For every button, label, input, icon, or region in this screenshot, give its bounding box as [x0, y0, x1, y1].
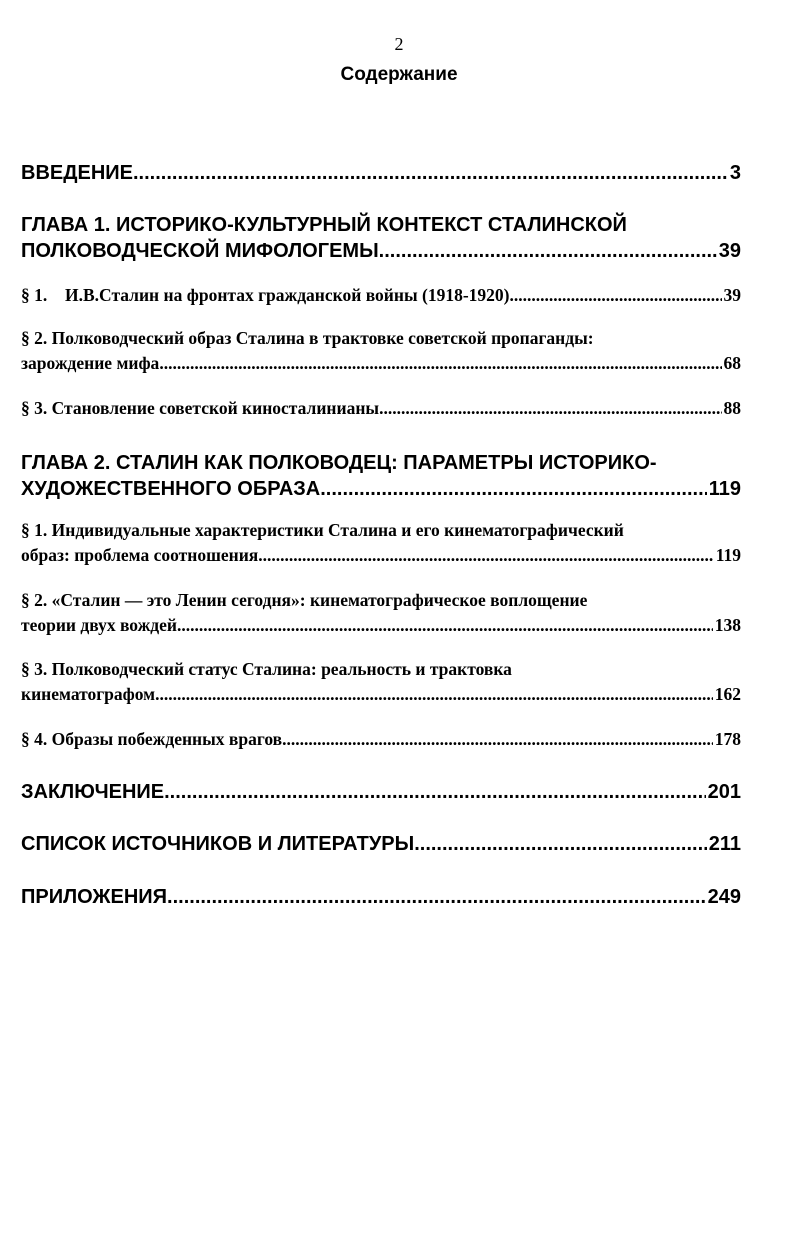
toc-entry-title: § 4. Образы побежденных врагов: [21, 729, 283, 749]
toc-entry-title-line: зарождение мифа: [21, 353, 160, 373]
section-number: § 1.: [21, 285, 48, 305]
toc-entry-title: ВВЕДЕНИЕ: [21, 162, 133, 184]
toc-entry-chapter-1-section-1[interactable]: [21, 283, 741, 308]
toc-entry-title-line: § 3. Полководческий статус Сталина: реальность и трактовка: [21, 659, 512, 679]
page-title: Содержание: [340, 64, 458, 85]
dot-leader: [379, 396, 721, 421]
toc-page-number: 3: [729, 162, 741, 184]
toc-page-number: 119: [708, 478, 741, 500]
toc-entry-appendices[interactable]: [21, 884, 741, 910]
toc-entry-title-line: ГЛАВА 1. ИСТОРИКО-КУЛЬТУРНЫЙ КОНТЕКСТ СТАЛИНСКОЙ: [21, 214, 627, 236]
toc-entry-title-line: § 2. Полководческий образ Сталина в трактовке советской пропаганды:: [21, 328, 594, 348]
toc-page-number: 39: [718, 240, 741, 262]
toc-entry-title: СПИСОК ИСТОЧНИКОВ И ЛИТЕРАТУРЫ: [21, 833, 415, 855]
dot-leader: [167, 884, 706, 910]
toc-entry-intro[interactable]: [21, 160, 741, 186]
toc-entry-chapter-2-section-2[interactable]: [21, 588, 741, 638]
toc-page-number: 201: [707, 781, 741, 803]
toc-entry-title-line: § 2. «Сталин — это Ленин сегодня»: кинематографическое воплощение: [21, 590, 588, 610]
dot-leader: [155, 682, 713, 707]
dot-leader: [177, 613, 713, 638]
toc-entry-title-line: образ: проблема соотношения: [21, 545, 259, 565]
toc-page-number: 68: [723, 353, 741, 373]
toc-page-number: 119: [715, 545, 741, 565]
dot-leader: [133, 160, 728, 186]
toc-entry-chapter-2[interactable]: [21, 450, 741, 502]
toc-entry-title-line: ХУДОЖЕСТВЕННОГО ОБРАЗА: [21, 478, 321, 500]
toc-entry-chapter-2-section-1[interactable]: [21, 518, 741, 568]
toc-entry-title: И.В.Сталин на фронтах гражданской войны (1918-1920): [65, 285, 510, 305]
toc-entry-chapter-2-section-4[interactable]: [21, 727, 741, 752]
toc-page-number: 39: [723, 285, 741, 305]
toc-page-number: 162: [714, 684, 741, 704]
toc-entry-chapter-1-section-2[interactable]: [21, 326, 741, 376]
toc-page-number: 249: [707, 886, 741, 908]
dot-leader: [282, 727, 713, 752]
dot-leader: [159, 351, 721, 376]
dot-leader: [509, 283, 721, 308]
toc-entry-chapter-1[interactable]: [21, 212, 741, 264]
dot-leader: [258, 543, 713, 568]
toc-entry-conclusion[interactable]: [21, 779, 741, 805]
dot-leader: [414, 831, 707, 857]
toc-entry-chapter-2-section-3[interactable]: [21, 657, 741, 707]
toc-page-number: 138: [714, 615, 741, 635]
toc-entry-title: § 3. Становление советской киносталинианы: [21, 398, 380, 418]
page-number: 2: [394, 34, 404, 54]
toc-entry-title: ПРИЛОЖЕНИЯ: [21, 886, 168, 908]
toc-entry-title-line: ПОЛКОВОДЧЕСКОЙ МИФОЛОГЕМЫ: [21, 240, 379, 262]
toc-page-number: 211: [708, 833, 741, 855]
dot-leader: [320, 476, 707, 502]
dot-leader: [164, 779, 706, 805]
toc-entry-title-line: ГЛАВА 2. СТАЛИН КАК ПОЛКОВОДЕЦ: ПАРАМЕТРЫ ИСТОРИКО-: [21, 452, 657, 474]
toc-entry-title-line: теории двух вождей: [21, 615, 178, 635]
toc-entry-sources[interactable]: [21, 831, 741, 857]
toc-entry-chapter-1-section-3[interactable]: [21, 396, 741, 421]
toc-page-number: 88: [723, 398, 741, 418]
toc-page-number: 178: [714, 729, 741, 749]
toc-entry-title-line: кинематографом: [21, 684, 156, 704]
dot-leader: [379, 238, 717, 264]
toc-entry-title-line: § 1. Индивидуальные характеристики Сталина и его кинематографический: [21, 520, 624, 540]
toc-entry-title: ЗАКЛЮЧЕНИЕ: [21, 781, 165, 803]
